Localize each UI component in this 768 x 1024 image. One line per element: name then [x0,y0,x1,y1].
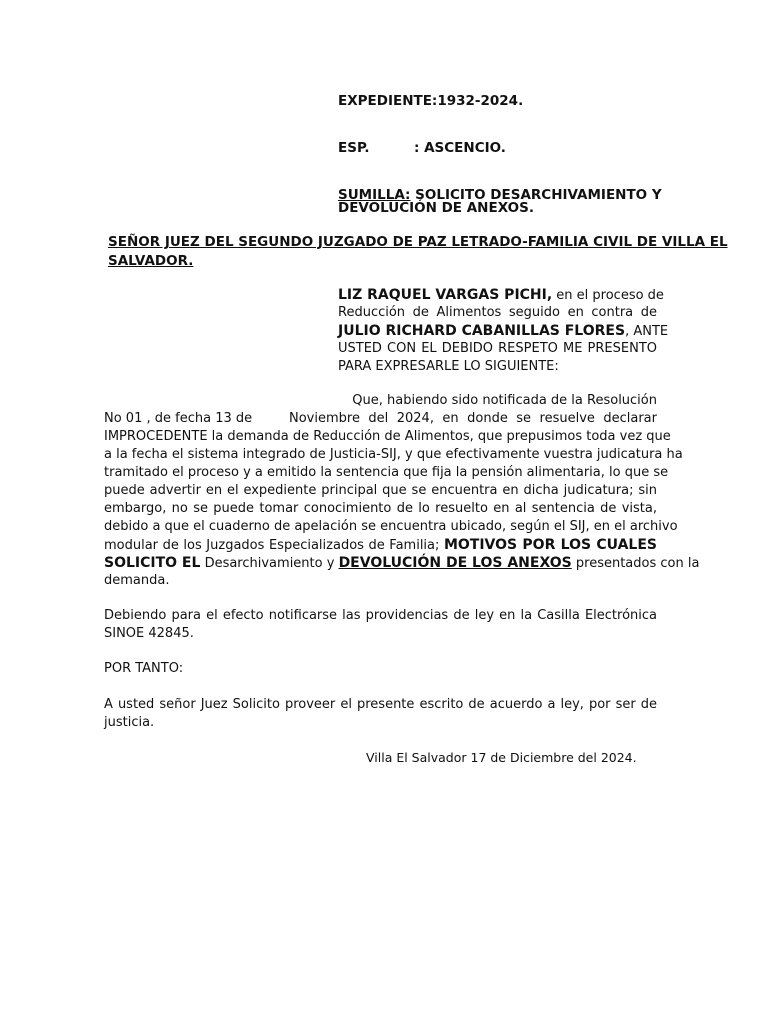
intro-text: , ANTE [625,324,669,339]
body-p1-line-6: puede advertir en el expediente principal que se encuentra en dicha judicatura; sin [104,483,657,498]
body-p1-line-2b: Noviembre del 2024, en donde se resuelve declarar [289,411,657,426]
plaintiff-name: LIZ RAQUEL VARGAS PICHI, [338,287,553,303]
por-tanto: POR TANTO: [104,661,184,676]
esp-label: ESP. [338,140,370,156]
body-p1-line-1: Que, habiendo sido notificada de la Resolución [352,393,657,408]
defendant-name: JULIO RICHARD CABANILLAS FLORES [338,323,626,339]
sumilla-line-2: DEVOLUCIÓN DE ANEXOS. [338,200,534,216]
expediente-number: EXPEDIENTE:1932-2024. [338,93,524,109]
intro-line-1 [338,286,664,305]
body-p1-line-5: tramitado el proceso y a emitido la sentencia que fija la pensión alimentaria, lo que se [104,465,669,480]
body-p1-line-9 [104,536,657,555]
sumilla-label: SUMILLA: [338,187,411,203]
addressee-line-2: SALVADOR. [108,253,194,269]
intro-text: en el proceso de [552,288,664,303]
devolucion-emphasis: DEVOLUCIÓN DE LOS ANEXOS [338,555,572,571]
body-p1-line-2a: No 01 , de fecha 13 de [104,411,253,426]
body-p1-line-3: IMPROCEDENTE la demanda de Reducción de Alimentos, que prepusimos toda vez que [104,429,671,444]
body-p3-line-2: justicia. [104,715,155,730]
closing-place-date: Villa El Salvador 17 de Diciembre del 2024. [366,750,637,765]
intro-line-4: USTED CON EL DEBIDO RESPETO ME PRESENTO [338,341,657,356]
intro-line-3 [338,322,669,341]
motivos-emphasis: MOTIVOS POR LOS CUALES [443,537,657,553]
intro-line-5: PARA EXPRESARLE LO SIGUIENTE: [338,359,559,374]
body-p1-line-8: debido a que el cuaderno de apelación se encuentra ubicado, según el SIJ, en el archivo [104,519,678,534]
body-text: modular de los Juzgados Especializados de Familia; [104,538,440,553]
body-p3-line-1: A usted señor Juez Solicito proveer el presente escrito de acuerdo a ley, por ser de [104,697,657,712]
body-p1-line-7: embargo, no se puede tomar conocimiento de lo resuelto en al sentencia de vista, [104,501,657,516]
esp-value: : ASCENCIO. [414,140,506,156]
body-p2-line-2: SINOE 42845. [104,626,194,641]
body-p1-line-10 [104,554,700,573]
sumilla-text: SOLICITO DESARCHIVAMIENTO Y [410,187,662,203]
body-text: presentados con la [575,556,700,571]
body-p2-line-1: Debiendo para el efecto notificarse las providencias de ley en la Casilla Electrónica [104,608,657,623]
intro-line-2: Reducción de Alimentos seguido en contra de [338,305,657,320]
body-p1-line-4: a la fecha el sistema integrado de Justicia-SIJ, y que efectivamente vuestra judicatura ha [104,447,683,462]
solicito-emphasis: SOLICITO EL [104,555,201,571]
addressee-line-1: SEÑOR JUEZ DEL SEGUNDO JUZGADO DE PAZ LETRADO-FAMILIA CIVIL DE VILLA EL [108,234,728,250]
body-text: Desarchivamiento y [204,556,335,571]
body-p1-line-11: demanda. [104,573,170,588]
